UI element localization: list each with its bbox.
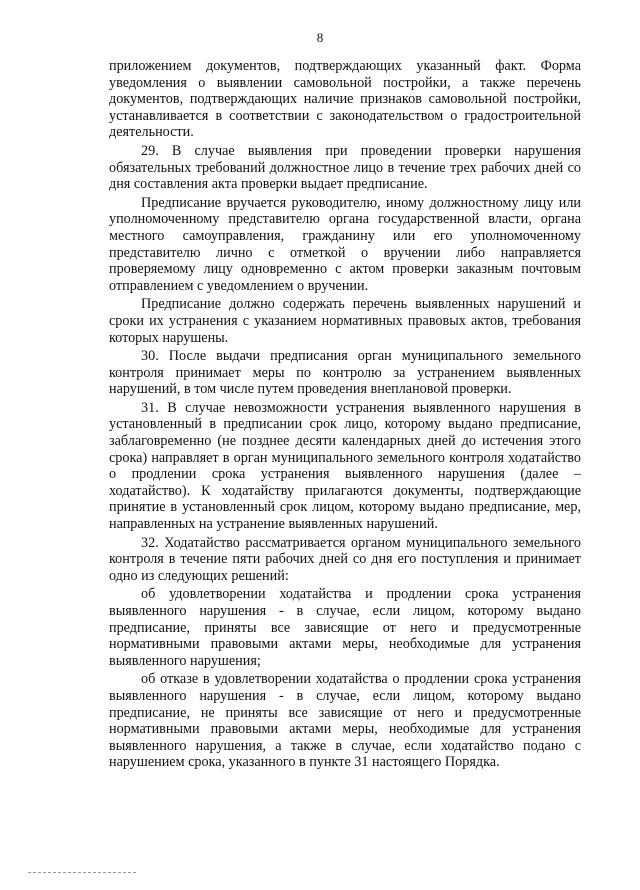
scan-artifact-line — [28, 872, 136, 873]
paragraph-item-32: 32. Ходатайство рассматривается органом муниципального земельного контроля в течение пяти рабочих дней со дня его поступления и принимает одно из следующих решений: — [109, 534, 581, 584]
paragraph-delivery: Предписание вручается руководителю, иному должностному лицу или уполномоченному представителю органа государственной власти, органа местного самоуправления, гражданину или его уполномоченному представителю лично с отметкой о вручении либо направляется проверяемому лицу одновременно с актом проверки заказным почтовым отправлением с уведомлением о вручении. — [109, 194, 581, 294]
paragraph-item-31: 31. В случае невозможности устранения выявленного нарушения в установленный в предписании срок лицо, которому выдано предписание, заблаговременно (не позднее десяти календарных дней до истечения этого срока) направляет в орган муниципального земельного контроля ходатайство о продлении срока устранения выявленного нарушения (далее – ходатайство). К ходатайству прилагаются документы, подтверждающие принятие в установленный срок лицом, которому выдано предписание, мер, направленных на устранение выявленных нарушений. — [109, 399, 581, 533]
paragraph-content: Предписание должно содержать перечень выявленных нарушений и сроки их устранения с указанием нормативных правовых актов, требования которых нарушены. — [109, 296, 581, 346]
page-number: 8 — [316, 30, 324, 45]
paragraph-item-30: 30. После выдачи предписания орган муниципального земельного контроля принимает меры по контролю за устранением выявленных нарушений, в том числе путем проведения внеплановой проверки. — [109, 348, 581, 398]
paragraph-item-29: 29. В случае выявления при проведении проверки нарушения обязательных требований должностное лицо в течение трех рабочих дней со дня составления акта проверки выдает предписание. — [109, 142, 581, 193]
paragraph-continuation: приложением документов, подтверждающих указанный факт. Форма уведомления о выявлении самовольной постройки, а также перечень документов, подтверждающих наличие признаков самовольной постройки, устанавливается в соответствии с законодательством о градостроительной деятельности. — [109, 58, 581, 141]
paragraph-decision-approve: об удовлетворении ходатайства и продлении срока устранения выявленного нарушения - в случае, если лицом, которому выдано предписание, приняты все зависящие от него и предусмотренные нормативными правовыми актами меры, необходимые для устранения выявленного нарушения; — [109, 586, 581, 669]
document-body — [109, 58, 581, 773]
paragraph-decision-reject: об отказе в удовлетворении ходатайства о продлении срока устранения выявленного нарушения - в случае, если лицом, которому выдано предписание, не приняты все зависящие от него и предусмотренные нормативными правовыми актами меры, необходимые для устранения выявленного нарушения, а также в случае, если ходатайство подано с нарушением срока, указанного в пункте 31 настоящего Порядка. — [109, 671, 581, 771]
